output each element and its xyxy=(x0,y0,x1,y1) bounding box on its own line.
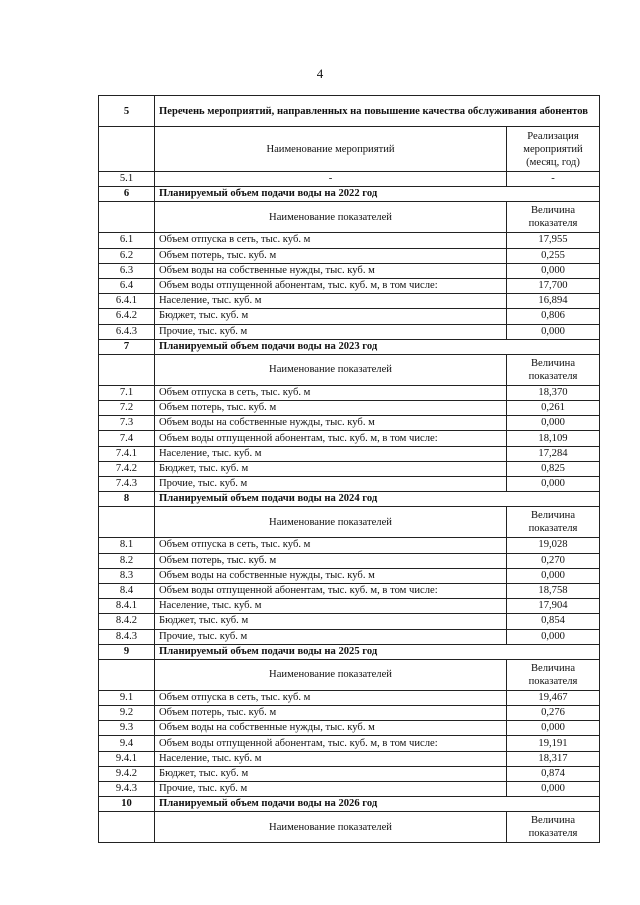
row-value: 18,758 xyxy=(507,583,600,598)
row-name: - xyxy=(155,172,507,187)
table-row xyxy=(99,401,600,416)
header-empty-cell xyxy=(99,354,155,385)
header-empty-cell xyxy=(99,659,155,690)
row-name: Бюджет, тыс. куб. м xyxy=(155,309,507,324)
table-row xyxy=(99,629,600,644)
section-title: Перечень мероприятий, направленных на повышение качества обслуживания абонентов xyxy=(155,96,600,127)
table-row xyxy=(99,553,600,568)
row-value: 18,109 xyxy=(507,431,600,446)
row-number: 6.4 xyxy=(99,278,155,293)
row-name: Объем воды на собственные нужды, тыс. куб. м xyxy=(155,568,507,583)
row-name: Объем потерь, тыс. куб. м xyxy=(155,553,507,568)
row-value: 17,284 xyxy=(507,446,600,461)
row-name: Бюджет, тыс. куб. м xyxy=(155,461,507,476)
row-value: 17,700 xyxy=(507,278,600,293)
row-name: Объем воды отпущенной абонентам, тыс. куб. м, в том числе: xyxy=(155,736,507,751)
row-number: 8.1 xyxy=(99,538,155,553)
row-value: 0,000 xyxy=(507,416,600,431)
table-row xyxy=(99,294,600,309)
header-empty-cell xyxy=(99,812,155,843)
row-number: 8.4 xyxy=(99,583,155,598)
section-number: 9 xyxy=(99,644,155,659)
table-row xyxy=(99,736,600,751)
row-number: 7.4.2 xyxy=(99,461,155,476)
row-name: Население, тыс. куб. м xyxy=(155,294,507,309)
row-value: 0,874 xyxy=(507,766,600,781)
row-name: Население, тыс. куб. м xyxy=(155,751,507,766)
row-value: 17,955 xyxy=(507,233,600,248)
header-value: Реализация мероприятий (месяц, год) xyxy=(507,127,600,172)
section-title-row xyxy=(99,797,600,812)
table-row xyxy=(99,385,600,400)
row-number: 8.3 xyxy=(99,568,155,583)
table-row xyxy=(99,721,600,736)
row-name: Объем воды отпущенной абонентам, тыс. куб. м, в том числе: xyxy=(155,583,507,598)
row-value: 19,028 xyxy=(507,538,600,553)
header-value: Величина показателя xyxy=(507,812,600,843)
row-number: 6.4.2 xyxy=(99,309,155,324)
table-row xyxy=(99,706,600,721)
row-number: 8.4.3 xyxy=(99,629,155,644)
row-name: Прочие, тыс. куб. м xyxy=(155,477,507,492)
section-title-row xyxy=(99,644,600,659)
table-row xyxy=(99,766,600,781)
table-row xyxy=(99,568,600,583)
row-value: 17,904 xyxy=(507,599,600,614)
row-value: - xyxy=(507,172,600,187)
section-title-row xyxy=(99,339,600,354)
row-value: 0,276 xyxy=(507,706,600,721)
row-number: 9.2 xyxy=(99,706,155,721)
section-header-row xyxy=(99,127,600,172)
row-name: Бюджет, тыс. куб. м xyxy=(155,614,507,629)
table-row xyxy=(99,446,600,461)
row-value: 18,317 xyxy=(507,751,600,766)
table-row xyxy=(99,599,600,614)
table-row xyxy=(99,614,600,629)
section-number: 8 xyxy=(99,492,155,507)
section-number: 6 xyxy=(99,187,155,202)
row-name: Объем потерь, тыс. куб. м xyxy=(155,401,507,416)
header-name: Наименование показателей xyxy=(155,354,507,385)
section-title: Планируемый объем подачи воды на 2026 год xyxy=(155,797,600,812)
section-title: Планируемый объем подачи воды на 2023 год xyxy=(155,339,600,354)
header-value: Величина показателя xyxy=(507,202,600,233)
section-header-row xyxy=(99,812,600,843)
row-name: Объем отпуска в сеть, тыс. куб. м xyxy=(155,385,507,400)
row-number: 9.4.3 xyxy=(99,782,155,797)
row-number: 7.3 xyxy=(99,416,155,431)
row-name: Бюджет, тыс. куб. м xyxy=(155,766,507,781)
row-name: Прочие, тыс. куб. м xyxy=(155,629,507,644)
table-row xyxy=(99,583,600,598)
row-number: 8.4.1 xyxy=(99,599,155,614)
row-number: 7.4.1 xyxy=(99,446,155,461)
row-number: 9.4 xyxy=(99,736,155,751)
section-title-row xyxy=(99,187,600,202)
header-empty-cell xyxy=(99,507,155,538)
table-row xyxy=(99,751,600,766)
row-name: Население, тыс. куб. м xyxy=(155,599,507,614)
table-row xyxy=(99,278,600,293)
row-value: 0,000 xyxy=(507,263,600,278)
section-title: Планируемый объем подачи воды на 2024 год xyxy=(155,492,600,507)
table-row xyxy=(99,538,600,553)
table-body xyxy=(99,96,600,843)
row-number: 8.2 xyxy=(99,553,155,568)
header-name: Наименование мероприятий xyxy=(155,127,507,172)
header-name: Наименование показателей xyxy=(155,659,507,690)
row-number: 8.4.2 xyxy=(99,614,155,629)
section-header-row xyxy=(99,202,600,233)
header-empty-cell xyxy=(99,127,155,172)
row-number: 9.1 xyxy=(99,690,155,705)
row-number: 9.4.2 xyxy=(99,766,155,781)
row-name: Объем отпуска в сеть, тыс. куб. м xyxy=(155,690,507,705)
row-name: Объем отпуска в сеть, тыс. куб. м xyxy=(155,538,507,553)
row-number: 7.4 xyxy=(99,431,155,446)
row-name: Население, тыс. куб. м xyxy=(155,446,507,461)
header-value: Величина показателя xyxy=(507,659,600,690)
row-name: Прочие, тыс. куб. м xyxy=(155,782,507,797)
row-number: 5.1 xyxy=(99,172,155,187)
row-value: 0,854 xyxy=(507,614,600,629)
row-value: 0,261 xyxy=(507,401,600,416)
section-header-row xyxy=(99,507,600,538)
row-name: Объем потерь, тыс. куб. м xyxy=(155,248,507,263)
row-number: 6.2 xyxy=(99,248,155,263)
section-title-row xyxy=(99,492,600,507)
row-number: 6.1 xyxy=(99,233,155,248)
row-number: 7.1 xyxy=(99,385,155,400)
table-row xyxy=(99,431,600,446)
row-number: 6.4.3 xyxy=(99,324,155,339)
row-number: 7.4.3 xyxy=(99,477,155,492)
row-value: 0,000 xyxy=(507,477,600,492)
section-header-row xyxy=(99,354,600,385)
row-number: 9.3 xyxy=(99,721,155,736)
table-row xyxy=(99,324,600,339)
table-row xyxy=(99,416,600,431)
row-value: 0,000 xyxy=(507,324,600,339)
row-value: 0,255 xyxy=(507,248,600,263)
row-number: 9.4.1 xyxy=(99,751,155,766)
section-number: 7 xyxy=(99,339,155,354)
row-value: 19,467 xyxy=(507,690,600,705)
table-row xyxy=(99,690,600,705)
row-name: Объем воды отпущенной абонентам, тыс. куб. м, в том числе: xyxy=(155,431,507,446)
table-row xyxy=(99,477,600,492)
row-number: 6.4.1 xyxy=(99,294,155,309)
row-number: 6.3 xyxy=(99,263,155,278)
section-number: 5 xyxy=(99,96,155,127)
row-name: Объем воды на собственные нужды, тыс. куб. м xyxy=(155,721,507,736)
water-supply-table xyxy=(98,95,600,843)
table-row xyxy=(99,233,600,248)
row-name: Объем отпуска в сеть, тыс. куб. м xyxy=(155,233,507,248)
row-value: 0,000 xyxy=(507,782,600,797)
row-name: Прочие, тыс. куб. м xyxy=(155,324,507,339)
table-row xyxy=(99,172,600,187)
table-row xyxy=(99,248,600,263)
row-name: Объем воды на собственные нужды, тыс. куб. м xyxy=(155,263,507,278)
header-name: Наименование показателей xyxy=(155,507,507,538)
row-value: 0,825 xyxy=(507,461,600,476)
section-title: Планируемый объем подачи воды на 2025 год xyxy=(155,644,600,659)
table-row xyxy=(99,461,600,476)
row-value: 0,806 xyxy=(507,309,600,324)
row-name: Объем воды отпущенной абонентам, тыс. куб. м, в том числе: xyxy=(155,278,507,293)
row-number: 7.2 xyxy=(99,401,155,416)
table-row xyxy=(99,309,600,324)
row-name: Объем потерь, тыс. куб. м xyxy=(155,706,507,721)
page-number: 4 xyxy=(316,66,324,81)
table-row xyxy=(99,782,600,797)
section-number: 10 xyxy=(99,797,155,812)
section-title-row xyxy=(99,96,600,127)
table-row xyxy=(99,263,600,278)
header-name: Наименование показателей xyxy=(155,812,507,843)
header-name: Наименование показателей xyxy=(155,202,507,233)
row-value: 0,270 xyxy=(507,553,600,568)
row-value: 0,000 xyxy=(507,568,600,583)
row-value: 18,370 xyxy=(507,385,600,400)
row-value: 16,894 xyxy=(507,294,600,309)
section-header-row xyxy=(99,659,600,690)
header-value: Величина показателя xyxy=(507,354,600,385)
row-value: 0,000 xyxy=(507,721,600,736)
row-value: 19,191 xyxy=(507,736,600,751)
header-value: Величина показателя xyxy=(507,507,600,538)
section-title: Планируемый объем подачи воды на 2022 год xyxy=(155,187,600,202)
header-empty-cell xyxy=(99,202,155,233)
row-value: 0,000 xyxy=(507,629,600,644)
row-name: Объем воды на собственные нужды, тыс. куб. м xyxy=(155,416,507,431)
